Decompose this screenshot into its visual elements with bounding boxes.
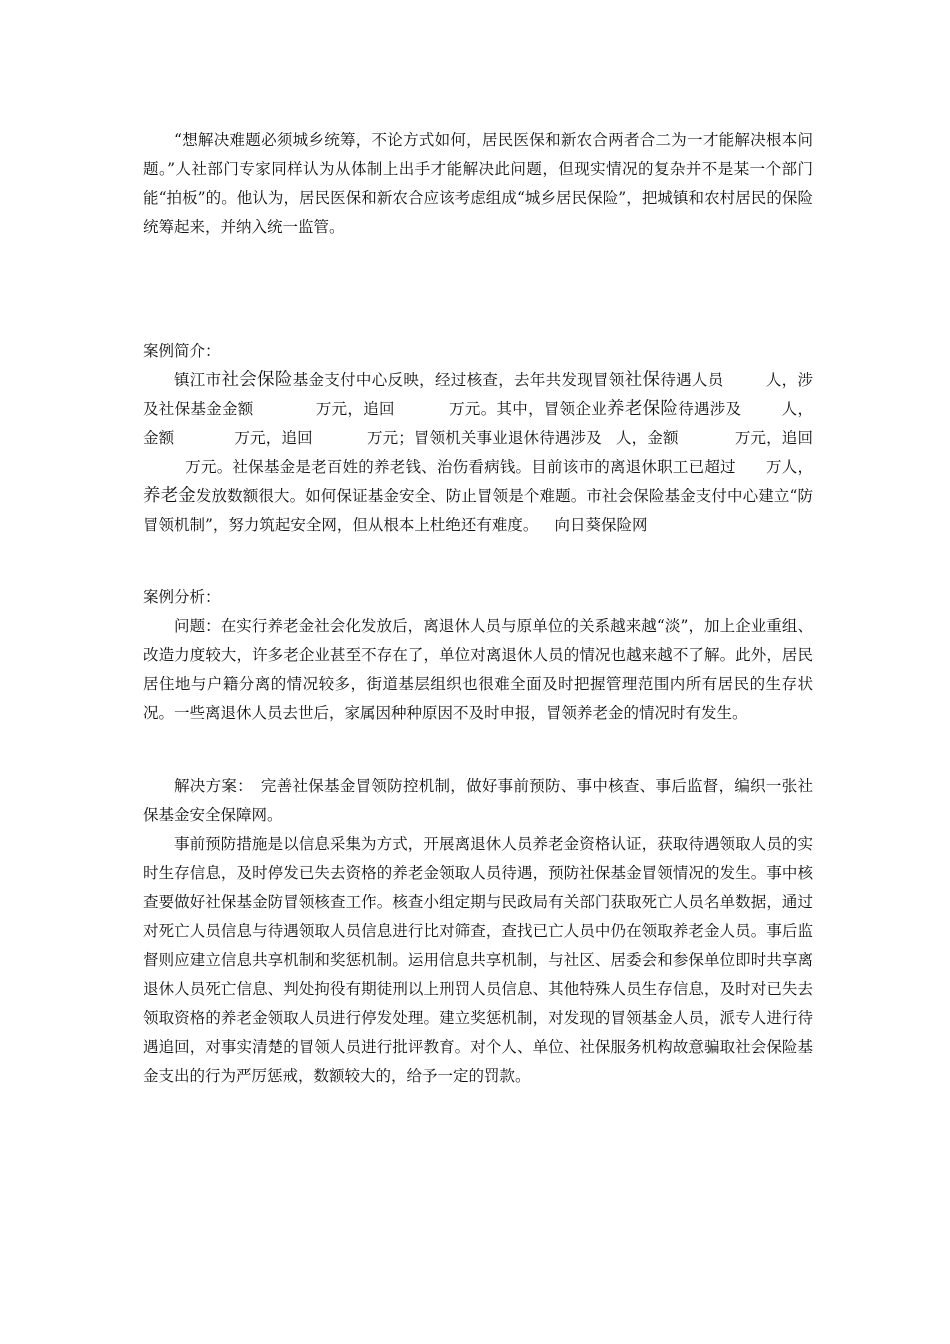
- analysis-problem: 问题：在实行养老金社会化发放后，离退休人员与原单位的关系越来越“淡”，加上企业重组、改造力度较大，许多老企业甚至不存在了，单位对离退休人员的情况也越来越不了解。此外，居民居住地与户籍分离的情况较多，街道基层组织也很难全面及时把握管理范围内所有居民的生存状况。一些离退休人员去世后，家属因种种原因不及时申报，冒领养老金的情况时有发生。: [143, 617, 813, 722]
- intro-text: 待遇涉及: [678, 400, 742, 418]
- intro-text: 万元，追回: [234, 429, 313, 447]
- intro-text: 人，涉及社保基金金额: [143, 371, 813, 418]
- intro-text: 万元；冒领机关事业退休待遇涉及: [366, 429, 602, 447]
- intro-text: 万元，追回: [315, 400, 395, 418]
- intro-text: 人，金额: [615, 429, 679, 447]
- case-intro-paragraph: [143, 366, 813, 540]
- intro-keyword: 养老保险: [607, 399, 679, 419]
- intro-source: 向日葵保险网: [554, 516, 648, 534]
- case-intro-label: 案例简介：: [143, 342, 221, 360]
- paragraph-urban-rural: “想解决难题必须城乡统筹，不论方式如何，居民医保和新农合两者合二为一才能解决根本问题。”人社部门专家同样认为从体制上出手才能解决此问题，但现实情况的复杂并不是某一个部门能“拍板”的。他认为，居民医保和新农合应该考虑组成“城乡居民保险”，把城镇和农村居民的保险统筹起来，并纳入统一监管。: [143, 131, 813, 236]
- intro-text: 待遇人员: [660, 371, 724, 389]
- intro-keyword: 社保: [624, 370, 661, 390]
- intro-text: 发放数额很大。如何保证基金安全、防止冒领是个难题。市社会保险基金支付中心建立“防冒领机制”，努力筑起安全网，但从根本上杜绝还有难度。: [143, 487, 814, 534]
- intro-text: 万元。其中，冒领企业: [448, 400, 608, 418]
- intro-text: 万人，: [765, 458, 813, 476]
- intro-keyword: 养老金: [143, 486, 196, 506]
- intro-text: 万元，追回: [734, 429, 813, 447]
- intro-text: 万元。社保基金是老百姓的养老钱、治伤看病钱。目前该市的离退休职工已超过: [185, 458, 736, 476]
- case-analysis-label: 案例分析：: [143, 588, 221, 606]
- intro-keyword: 社会保险: [221, 370, 293, 390]
- intro-text: 人，金额: [143, 400, 813, 447]
- intro-text: 基金支付中心反映，经过核查，去年共发现冒领: [292, 371, 625, 389]
- analysis-solution: 解决方案： 完善社保基金冒领防控机制，做好事前预防、事中核查、事后监督，编织一张社保基金安全保障网。: [143, 777, 813, 824]
- intro-text: 镇江市: [174, 371, 222, 389]
- analysis-measures: 事前预防措施是以信息采集为方式，开展离退休人员养老金资格认证，获取待遇领取人员的实时生存信息，及时停发已失去资格的养老金领取人员待遇，预防社保基金冒领情况的发生。事中核查要做好社保基金防冒领核查工作。核查小组定期与民政局有关部门获取死亡人员名单数据，通过对死亡人员信息与待遇领取人员信息进行比对筛查，查找已亡人员中仍在领取养老金人员。事后监督则应建立信息共享机制和奖惩机制。运用信息共享机制，与社区、居委会和参保单位即时共享离退休人员死亡信息、判处拘役有期徒刑以上刑罚人员信息、其他特殊人员生存信息，及时对已失去领取资格的养老金领取人员进行停发处理。建立奖惩机制，对发现的冒领基金人员，派专人进行待遇追回，对事实清楚的冒领人员进行批评教育。对个人、单位、社保服务机构故意骗取社会保险基金支出的行为严厉惩戒，数额较大的，给予一定的罚款。: [143, 835, 813, 1085]
